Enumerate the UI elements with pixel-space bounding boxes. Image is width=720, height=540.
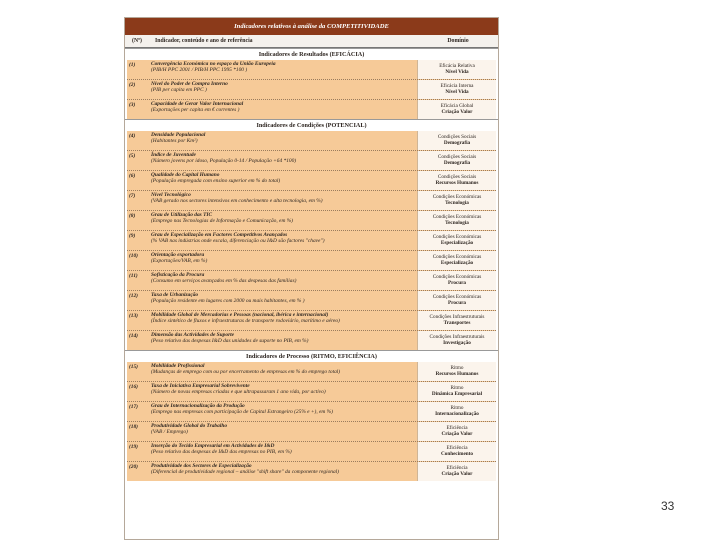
row-indicator [149,382,417,401]
section-title: Indicadores de Condições (POTENCIAL) [125,119,498,131]
indicator-name: Mobilidade Global de Mercadorias e Pessoas (nacional, ibérica e internacional) [151,312,329,318]
table-row [127,100,496,119]
row-number: (6) [129,173,136,179]
row-number: (3) [129,102,136,108]
section-rows [127,131,496,350]
indicator-name: Produtividade dos Sectores de Especialização [151,463,252,469]
indicator-content: (Mudanças de emprego com ou por encerramento de empresas em % do emprego total) [151,369,341,376]
indicator-content: (Número jovens por idoso, População 0-14 / População +64 *100) [151,158,297,165]
row-number: (4) [129,133,136,139]
table-row [127,291,496,311]
indicator-content: (VAB / Emprego) [151,429,188,436]
domain-type: Condições Económicas [432,213,482,220]
row-indicator [149,271,417,290]
domain-area: Criação Valor [441,470,473,477]
indicator-content: (População empregada com ensino superior em % do total) [151,178,281,185]
domain-type: Eficácia Global [440,102,474,109]
indicator-content: (Consumo em serviços avançados em % das despesas das famílias) [151,278,297,285]
row-number: (20) [129,464,138,470]
table-row [127,80,496,100]
table-row [127,382,496,402]
domain-area: Especialização [440,259,474,266]
row-indicator [149,422,417,441]
row-number: (10) [129,253,138,259]
domain-area: Nível Vida [445,88,469,95]
indicator-name: Grau de Especialização em Factores Competitivos Avançados [151,232,288,238]
domain-type: Eficiência [446,444,468,451]
row-domain [417,151,496,170]
table-row [127,422,496,442]
domain-type: Condições Económicas [432,253,482,260]
indicator-content: (Peso relativo das despesas I&D das unidades de suporte no PIB, em %) [151,338,309,345]
row-indicator [149,251,417,270]
section-rows [127,362,496,481]
table-row [127,271,496,291]
row-indicator [149,80,417,99]
domain-area: Internacionalização [435,410,479,417]
header-indicator: Indicador, conteúdo e ano de referência [155,37,253,44]
row-domain [417,362,496,381]
domain-type: Ritmo [450,364,464,371]
row-indicator [149,331,417,350]
row-number: (2) [129,82,136,88]
domain-type: Eficácia Interna [440,82,474,89]
row-indicator [149,131,417,150]
indicator-content: (População residente em lugares com 2000 ou mais habitantes, em % ) [151,298,305,305]
domain-area: Demografia [443,139,471,146]
table-row [127,151,496,171]
indicator-content: (% VAB nas indústrias onde escala, diferenciação ou I&D são factores "chave") [151,238,325,245]
indicator-name: Mobilidade Profissional [151,363,205,369]
indicator-content: (Emprego nas empresas com participação de Capital Estrangeiro (25% e +), em %) [151,409,333,416]
table-row [127,331,496,350]
table-row [127,171,496,191]
table-row [127,442,496,462]
table-row [127,251,496,271]
row-domain [417,171,496,190]
indicator-name: Sofisticação da Procura [151,272,205,278]
row-indicator [149,151,417,170]
row-indicator [149,402,417,421]
row-indicator [149,462,417,481]
table-row [127,60,496,80]
indicator-name: Qualidade do Capital Humano [151,172,220,178]
section-title: Indicadores de Processo (RITMO, EFICIÊNCIA) [125,350,498,362]
row-domain [417,442,496,461]
indicator-name: Capacidade de Gerar Valor Internacional [151,101,244,107]
row-indicator [149,362,417,381]
section-rows [127,60,496,119]
row-number: (19) [129,444,138,450]
row-number: (16) [129,384,138,390]
domain-area: Investigação [443,339,471,346]
indicator-content: (Exportações per capita em € correntes ) [151,107,240,114]
indicator-content: (Peso relativo das despesas de I&D das empresas no PIB, em %) [151,449,292,456]
indicator-name: Densidade Populacional [151,132,206,138]
indicator-table-document [124,17,499,540]
domain-area: Recursos Humanos [435,370,479,377]
domain-type: Eficácia Relativa [439,62,475,69]
row-domain [417,402,496,421]
indicator-name: Dimensão das Actividades de Suporte [151,332,235,338]
row-number: (1) [129,62,136,68]
domain-type: Condições Económicas [432,233,482,240]
row-indicator [149,291,417,310]
domain-type: Condições Sociais [437,153,477,160]
row-domain [417,100,496,119]
domain-type: Condições Económicas [432,293,482,300]
domain-area: Transportes [443,319,471,326]
row-indicator [149,311,417,330]
table-body [125,48,498,481]
domain-area: Nível Vida [445,68,469,75]
header-domain: Domínio [447,37,469,44]
domain-type: Condições Infraestruturais [429,313,485,320]
page-number: 33 [661,499,675,513]
row-number: (9) [129,233,136,239]
domain-area: Recursos Humanos [435,179,479,186]
row-domain [417,251,496,270]
indicator-name: Nível do Poder de Compra Interno [151,81,228,87]
table-row [127,402,496,422]
row-domain [417,311,496,330]
indicator-name: Grau de Utilização das TIC [151,212,213,218]
row-indicator [149,442,417,461]
indicator-name: Convergência Económica no espaço da União Europeia [151,61,276,67]
row-number: (5) [129,153,136,159]
table-title: Indicadores relativos à análise da COMPETITIVIDADE [125,18,498,35]
indicator-content: (PIB/H PPC 2001 / PIB/H PPC 1995 *100 ) [151,67,248,74]
row-indicator [149,171,417,190]
row-domain [417,271,496,290]
indicator-content: (Número de novas empresas criadas e que ultrapassaram 1 ano vida, por activo) [151,389,326,396]
row-indicator [149,100,417,119]
domain-type: Ritmo [450,384,464,391]
row-indicator [149,231,417,250]
row-domain [417,191,496,210]
indicator-content: (PIB per capita em PPC ) [151,87,207,94]
row-domain [417,462,496,481]
row-number: (18) [129,424,138,430]
domain-type: Ritmo [450,404,464,411]
row-number: (12) [129,293,138,299]
row-number: (7) [129,193,136,199]
indicator-name: Taxa de Urbanização [151,292,199,298]
row-domain [417,80,496,99]
domain-area: Conhecimento [441,450,473,457]
table-row [127,362,496,382]
row-domain [417,422,496,441]
domain-area: Procura [447,279,467,286]
row-number: (8) [129,213,136,219]
domain-type: Eficiência [446,464,468,471]
indicator-name: Inserção do Tecido Empresarial em Actividades de I&D [151,443,275,449]
indicator-content: (Habitantes por Km²) [151,138,198,145]
indicator-name: Produtividade Global do Trabalho [151,423,228,429]
domain-area: Tecnologia [445,219,469,226]
domain-type: Eficiência [446,424,468,431]
domain-area: Tecnologia [445,199,469,206]
row-number: (13) [129,313,138,319]
table-row [127,231,496,251]
header-num: (Nº) [132,37,142,44]
table-row [127,131,496,151]
indicator-content: (VAB gerado nos sectores intensivos em conhecimento e alta tecnologia, em %) [151,198,323,205]
indicator-name: Índice de Juventude [151,152,196,158]
row-number: (17) [129,404,138,410]
indicator-name: Nível Tecnológico [151,192,191,198]
domain-area: Especialização [440,239,474,246]
table-header [125,35,498,48]
domain-area: Dinâmica Empresarial [431,390,483,397]
indicator-content: (Exportações/VAB, em %) [151,258,208,265]
indicator-content: (Diferencial de produtividade regional – análise "shift share" da componente regional) [151,469,339,476]
indicator-name: Taxa de Iniciativa Empresarial Sobrevivente [151,383,250,389]
domain-type: Condições Económicas [432,273,482,280]
indicator-name: Grau de Internacionalização da Produção [151,403,245,409]
section-title: Indicadores de Resultados (EFICÁCIA) [125,48,498,60]
table-row [127,191,496,211]
domain-area: Demografia [443,159,471,166]
domain-type: Condições Sociais [437,133,477,140]
row-indicator [149,211,417,230]
domain-type: Condições Económicas [432,193,482,200]
indicator-content: (Emprego nas Tecnologias de Informação e Comunicação, em %) [151,218,293,225]
row-domain [417,231,496,250]
row-indicator [149,60,417,79]
domain-type: Condições Sociais [437,173,477,180]
row-domain [417,211,496,230]
row-domain [417,382,496,401]
row-domain [417,331,496,350]
domain-type: Condições Infraestruturais [429,333,485,340]
indicator-content: (Índice sintético de fluxos e infraestruturas de transporte rodoviário, marítimo e aéreo) [151,318,340,325]
domain-area: Procura [447,299,467,306]
domain-area: Criação Valor [441,430,473,437]
table-row [127,311,496,331]
row-domain [417,131,496,150]
table-row [127,462,496,481]
table-row [127,211,496,231]
indicator-name: Orientação exportadora [151,252,205,258]
row-domain [417,291,496,310]
row-number: (14) [129,333,138,339]
row-number: (15) [129,364,138,370]
row-number: (11) [129,273,138,279]
row-indicator [149,191,417,210]
domain-area: Criação Valor [441,108,473,115]
row-domain [417,60,496,79]
